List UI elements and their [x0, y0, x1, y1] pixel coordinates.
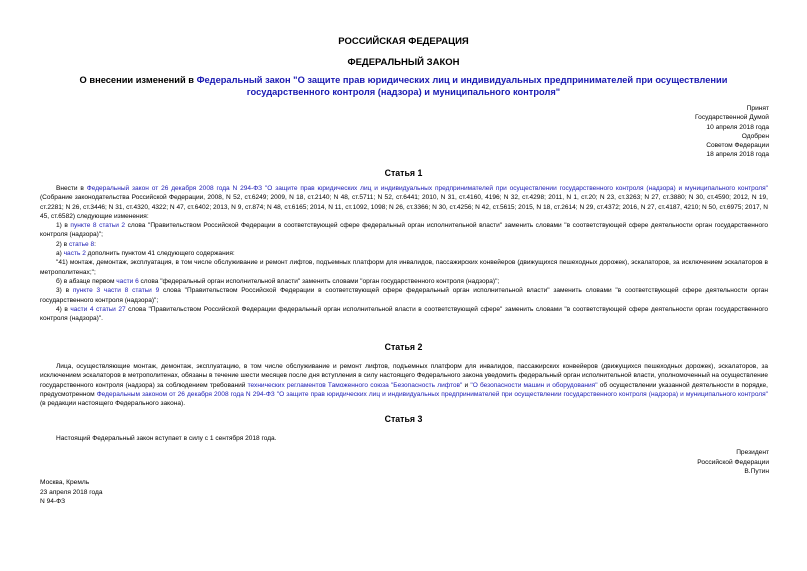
item-1-text-a: 1) в — [56, 222, 71, 230]
article-3-heading: Статья 3 — [384, 414, 423, 424]
place-date-block — [40, 478, 103, 507]
item-1-text-b: слова "Правительством Российской Федерации в соответствующей сфере федеральный орган исполнительной власти" заменить словами "в соответствующей сфере деятельности орган государственного контроля (надзора)"; — [40, 222, 768, 239]
law-294-link-2[interactable]: Федеральным законом от 26 декабря 2008 года N 294-ФЗ "О защите прав юридических лиц и индивидуальных предпринимателей при осуществлении государственного контроля (надзора) и муниципального контроля" — [96, 390, 769, 398]
item-1-link[interactable]: пункте 8 статьи 2 — [70, 222, 126, 230]
article-1-intro — [40, 184, 768, 221]
place-label: Москва, Кремль — [40, 479, 90, 486]
intro-text-b: (Собрание законодательства Российской Федерации, 2008, N 52, ст.6249; 2009, N 18, ст.2140; N 48, ст.5711; N 52, ст.6441; 2010, N 31, ст.4160, 4196; N 32, ст.4298; 2011, N 1, ст.20; N 23, ст.3263; N 27, ст.3880; N 30, ст.4590; 2012, N 19, ст.2281; N 26, ст.3446; N 31, ст.4320, 4322; N 47, ст.6402; 2013, N 9, ст.874; N 48, ст.6165; 2014, N 11, ст.1092, 1098; N 26, ст.3366; N 30, ст.4256; N 42, ст.5615; 2015, N 18, ст.2614; N 29, ст.4372; 2016, N 27, ст.4187, 4210; N 50, ст.6975; 2017, N 45, ст.6582) следующие изменения: — [40, 194, 768, 220]
item-2a — [40, 249, 768, 258]
adopted-label: Принят — [746, 105, 769, 112]
article-3-body — [40, 434, 768, 443]
president-label: Президент — [736, 449, 769, 456]
country-heading: РОССИЙСКАЯ ФЕДЕРАЦИЯ — [338, 36, 469, 47]
item-4-text-b: слова "Правительством Российской Федерации федеральный орган исполнительной власти в соответствующей сфере" заменить словами "в соответствующей сфере деятельности орган государственного контроля (надзора)". — [40, 305, 769, 323]
article-3-text: Настоящий Федеральный закон вступает в силу с 1 сентября 2018 года. — [56, 435, 277, 442]
item-2 — [40, 240, 768, 249]
council-date: 18 апреля 2018 года — [706, 151, 769, 159]
article-1-heading: Статья 1 — [384, 168, 423, 178]
duma-date: 10 апреля 2018 года — [706, 123, 769, 131]
intro-text-a: Внести в — [56, 185, 87, 192]
signatory-name: В.Путин — [744, 468, 769, 475]
title-prefix: О внесении изменений в — [79, 75, 197, 85]
quoted-clause: "41) монтаж, демонтаж, эксплуатация, в том числе обслуживание и ремонт лифтов, подъемных платформ для инвалидов, пассажирских конвейеров (движущихся пешеходных дорожек), эскалаторов, за исключением эскалаторов в метрополитенах;"; — [40, 259, 768, 276]
amended-law-link[interactable]: Федеральный закон "О защите прав юридических лиц и индивидуальных предпринимателей при осуществлении государственного контроля (надзора) и муниципального контроля" — [196, 75, 728, 97]
law-number: N 94-ФЗ — [40, 498, 66, 505]
signing-date: 23 апреля 2018 года — [40, 488, 103, 496]
russian-federation-label: Российской Федерации — [697, 458, 769, 466]
article-2-text — [40, 362, 768, 408]
item-3-link[interactable]: пункте 3 части 8 статьи 9 — [72, 287, 160, 295]
lift-safety-regulation-link[interactable]: технических регламентов Таможенного союза "Безопасность лифтов" — [247, 381, 463, 389]
adoption-block — [695, 104, 769, 160]
article-2-body — [40, 362, 768, 408]
machinery-safety-regulation-link[interactable]: "О безопасности машин и оборудования" — [470, 381, 598, 389]
law-294-link[interactable]: Федеральный закон от 26 декабря 2008 года N 294-ФЗ "О защите прав юридических лиц и индивидуальных предпринимателей при осуществлении государственного контроля (надзора) и муниципального контроля" — [86, 185, 769, 192]
law-title — [40, 74, 767, 98]
item-2a-link[interactable]: часть 2 — [63, 250, 86, 258]
item-2-link[interactable]: статье 8 — [68, 240, 95, 248]
item-2a-text-a: а) — [56, 250, 64, 258]
signature-block — [697, 448, 769, 477]
art2-text-b: и — [462, 381, 471, 389]
article-2-heading: Статья 2 — [384, 342, 423, 352]
item-2b-text-a: б) в абзаце первом — [56, 277, 117, 285]
art2-text-c: об осуществлении указанной деятельности в порядке, предусмотренном — [40, 381, 768, 398]
approved-label: Одобрен — [741, 132, 769, 140]
item-2-text-a: 2) в — [56, 240, 69, 248]
item-2b-text-b: слова "федеральный орган исполнительной власти" заменить словами "орган государственного контроля (надзора)"; — [138, 277, 500, 285]
article-1-body — [40, 184, 768, 323]
item-4-link[interactable]: части 4 статьи 27 — [70, 305, 126, 313]
federation-council-label: Советом Федерации — [706, 142, 769, 150]
item-3-text-b: слова "Правительством Российской Федерации в соответствующей сфере федеральный орган исполнительной власти" заменить словами "в соответствующей сфере деятельности орган государственного контроля (надзора)"; — [40, 287, 768, 304]
item-3 — [40, 286, 768, 305]
item-4 — [40, 305, 768, 324]
item-2-text-b: : — [94, 240, 96, 248]
item-2a-text-b: дополнить пунктом 41 следующего содержания: — [85, 250, 235, 258]
item-3-text-a: 3) в — [56, 287, 73, 295]
law-type-heading: ФЕДЕРАЛЬНЫЙ ЗАКОН — [347, 57, 460, 68]
item-2b — [40, 277, 768, 286]
art2-text-a: Лица, осуществляющие монтаж, демонтаж, эксплуатацию, в том числе обслуживание и ремонт лифтов, подъемных платформ для инвалидов, пассажирских конвейеров (движущихся пешеходных дорожек), эскалаторов, за исключением эскалаторов в метрополитенах, обязаны в течение шести месяцев после дня вступления в силу настоящего Федерального закона уведомить федеральный орган исполнительной власти, уполномоченный на осуществление государственного контроля (надзора) за соблюдением требований — [40, 363, 768, 389]
item-2b-link[interactable]: части 6 — [116, 277, 139, 285]
item-1 — [40, 221, 768, 240]
state-duma-label: Государственной Думой — [695, 114, 769, 122]
item-4-text-a: 4) в — [56, 305, 71, 313]
art2-text-d: (в редакции настоящего Федерального закона). — [40, 400, 186, 408]
